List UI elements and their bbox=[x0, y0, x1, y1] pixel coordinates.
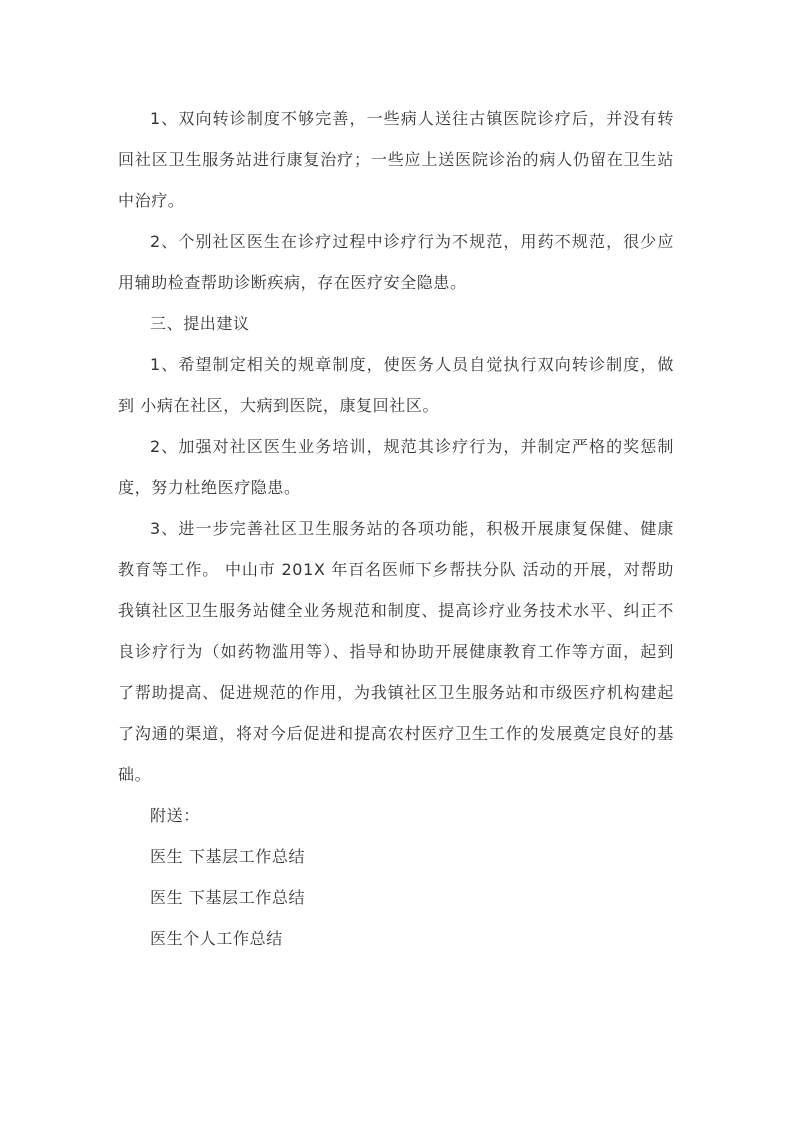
paragraph-irregular-diagnosis: 2、个别社区医生在诊疗过程中诊疗行为不规范，用药不规范，很少应用辅助检查帮助诊断疾病，存在医疗安全隐患。 bbox=[118, 232, 674, 292]
paragraph-suggestion-3: 3、进一步完善社区卫生服务站的各项功能，积极开展康复保健、健康教育等工作。 中山市 201X 年百名医师下乡帮扶分队 活动的开展，对帮助我镇社区卫生服务站健全业务规范和制度、提高诊疗业务技术水平、纠正不良诊疗行为（如药物滥用等）、指导和协助开展健康教育工作等方面，起到了帮助提高、促进规范的作用，为我镇社区卫生服务站和市级医疗机构建起了沟通的渠道，将对今后促进和提高农村医疗卫生工作的发展奠定良好的基础。 bbox=[118, 519, 674, 784]
document-body bbox=[118, 98, 674, 959]
attachment-link-2[interactable]: 医生 下基层工作总结 bbox=[150, 888, 306, 907]
paragraph-suggestion-1: 1、希望制定相关的规章制度，使医务人员自觉执行双向转诊制度，做到 小病在社区，大病到医院，康复回社区。 bbox=[118, 355, 674, 415]
attachments-label: 附送： bbox=[150, 806, 200, 825]
section-heading-suggestions: 三、提出建议 bbox=[150, 314, 250, 333]
attachment-link-3[interactable]: 医生个人工作总结 bbox=[150, 929, 283, 948]
paragraph-referral-system: 1、双向转诊制度不够完善，一些病人送往古镇医院诊疗后，并没有转回社区卫生服务站进行康复治疗；一些应上送医院诊治的病人仍留在卫生站中治疗。 bbox=[118, 109, 674, 210]
paragraph-suggestion-2: 2、加强对社区医生业务培训，规范其诊疗行为，并制定严格的奖惩制度，努力杜绝医疗隐患。 bbox=[118, 437, 674, 497]
attachment-link-1[interactable]: 医生 下基层工作总结 bbox=[150, 847, 306, 866]
